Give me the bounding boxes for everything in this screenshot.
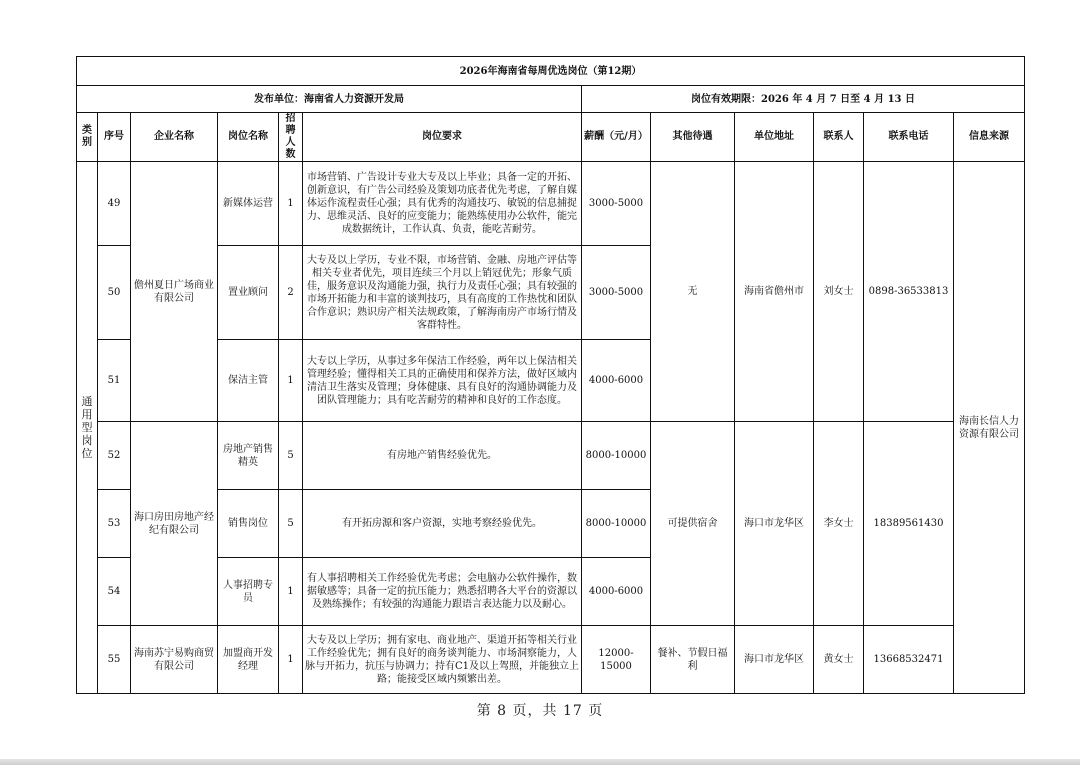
- row-count: 5: [279, 490, 303, 558]
- row-requirements: 大专以上学历，从事过多年保洁工作经验，两年以上保洁相关管理经验；懂得相关工具的正确使用和保养方法，做好区域内清洁卫生落实及管理；身体健康、具有良好的沟通协调能力及团队管理能力；具有吃苦耐劳的精神和良好的工作态度。: [303, 340, 582, 422]
- row-position: 人事招聘专员: [218, 558, 279, 626]
- company-benefits: 无: [651, 162, 735, 422]
- page-number: 第 8 页，共 17 页: [476, 703, 604, 719]
- company-name: 海口房田房地产经纪有限公司: [131, 422, 218, 626]
- header-seq: 序号: [98, 113, 131, 162]
- company-contact: 李女士: [814, 422, 864, 626]
- row-seq: 53: [98, 490, 131, 558]
- row-salary: 12000-15000: [582, 626, 651, 694]
- row-requirements: 有房地产销售经验优先。: [303, 422, 582, 490]
- company-phone: 0898-36533813: [864, 162, 954, 422]
- header-phone: 联系电话: [864, 113, 954, 162]
- table-row: [77, 162, 1025, 246]
- row-seq: 52: [98, 422, 131, 490]
- job-listing-table: [76, 56, 1025, 694]
- row-count: 1: [279, 340, 303, 422]
- publisher: 发布单位：海南省人力资源开发局: [77, 86, 582, 113]
- row-seq: 49: [98, 162, 131, 246]
- header-address: 单位地址: [735, 113, 814, 162]
- row-seq: 54: [98, 558, 131, 626]
- row-position: 加盟商开发经理: [218, 626, 279, 694]
- row-seq: 55: [98, 626, 131, 694]
- header-category: 类别: [77, 113, 98, 162]
- page-edge: [0, 759, 1080, 765]
- row-count: 1: [279, 626, 303, 694]
- company-benefits: 餐补、节假日福利: [651, 626, 735, 694]
- row-count: 2: [279, 246, 303, 340]
- validity-period: 岗位有效期限：2026 年 4 月 7 日至 4 月 13 日: [582, 86, 1025, 113]
- company-contact: 黄女士: [814, 626, 864, 694]
- row-salary: 8000-10000: [582, 422, 651, 490]
- row-salary: 3000-5000: [582, 162, 651, 246]
- category-cell: 通 用 型 岗 位: [77, 162, 98, 694]
- company-name: 儋州夏日广场商业有限公司: [131, 162, 218, 422]
- company-name: 海南苏宁易购商贸有限公司: [131, 626, 218, 694]
- header-salary: 薪酬（元/月）: [582, 113, 651, 162]
- header-requirements: 岗位要求: [303, 113, 582, 162]
- row-salary: 3000-5000: [582, 246, 651, 340]
- company-contact: 刘女士: [814, 162, 864, 422]
- row-position: 置业顾问: [218, 246, 279, 340]
- company-address: 海南省儋州市: [735, 162, 814, 422]
- row-requirements: 市场营销、广告设计专业大专及以上毕业；具备一定的开拓、创新意识，有广告公司经验及策划功底者优先考虑，了解自媒体运作流程责任心强；具有优秀的沟通技巧、敏锐的信息捕捉力、思维灵活、良好的应变能力；能熟练使用办公软件，能完成数据统计，工作认真、负责，能吃苦耐劳。: [303, 162, 582, 246]
- company-benefits: 可提供宿舍: [651, 422, 735, 626]
- row-position: 销售岗位: [218, 490, 279, 558]
- row-position: 房地产销售精英: [218, 422, 279, 490]
- company-address: 海口市龙华区: [735, 422, 814, 626]
- header-contact: 联系人: [814, 113, 864, 162]
- header-benefits: 其他待遇: [651, 113, 735, 162]
- row-seq: 51: [98, 340, 131, 422]
- info-source: 海南长信人力资源有限公司: [954, 162, 1025, 694]
- row-requirements: 有人事招聘相关工作经验优先考虑；会电脑办公软件操作，数据敏感等；具备一定的抗压能力；熟悉招聘各大平台的资源以及熟练操作；有较强的沟通能力跟语言表达能力以及耐心。: [303, 558, 582, 626]
- company-address: 海口市龙华区: [735, 626, 814, 694]
- row-requirements: 大专及以上学历，专业不限，市场营销、金融、房地产评估等相关专业者优先，项目连续三个月以上销冠优先；形象气质佳，服务意识及沟通能力强，执行力及责任心强；具有较强的市场开拓能力和丰富的谈判技巧，具有高度的工作热忱和团队合作意识；熟识房产相关法规政策，了解海南房产市场行情及客群特性。: [303, 246, 582, 340]
- row-requirements: 大专及以上学历；拥有家电、商业地产、渠道开拓等相关行业工作经验优先；拥有良好的商务谈判能力、市场洞察能力，人脉与开拓力，抗压与协调力；持有C1及以上驾照，并能独立上路；能接受区域内频繁出差。: [303, 626, 582, 694]
- header-company: 企业名称: [131, 113, 218, 162]
- company-phone: 13668532471: [864, 626, 954, 694]
- header-position: 岗位名称: [218, 113, 279, 162]
- row-position: 保洁主管: [218, 340, 279, 422]
- row-salary: 4000-6000: [582, 558, 651, 626]
- row-count: 1: [279, 558, 303, 626]
- company-phone: 18389561430: [864, 422, 954, 626]
- row-seq: 50: [98, 246, 131, 340]
- table-row: [77, 422, 1025, 490]
- row-salary: 4000-6000: [582, 340, 651, 422]
- document-title: 2026年海南省每周优选岗位（第12期）: [77, 57, 1025, 86]
- header-source: 信息来源: [954, 113, 1025, 162]
- row-count: 5: [279, 422, 303, 490]
- table-row: [77, 626, 1025, 694]
- row-salary: 8000-10000: [582, 490, 651, 558]
- header-count: 招聘人数: [279, 113, 303, 162]
- row-position: 新媒体运营: [218, 162, 279, 246]
- row-count: 1: [279, 162, 303, 246]
- row-requirements: 有开拓房源和客户资源，实地考察经验优先。: [303, 490, 582, 558]
